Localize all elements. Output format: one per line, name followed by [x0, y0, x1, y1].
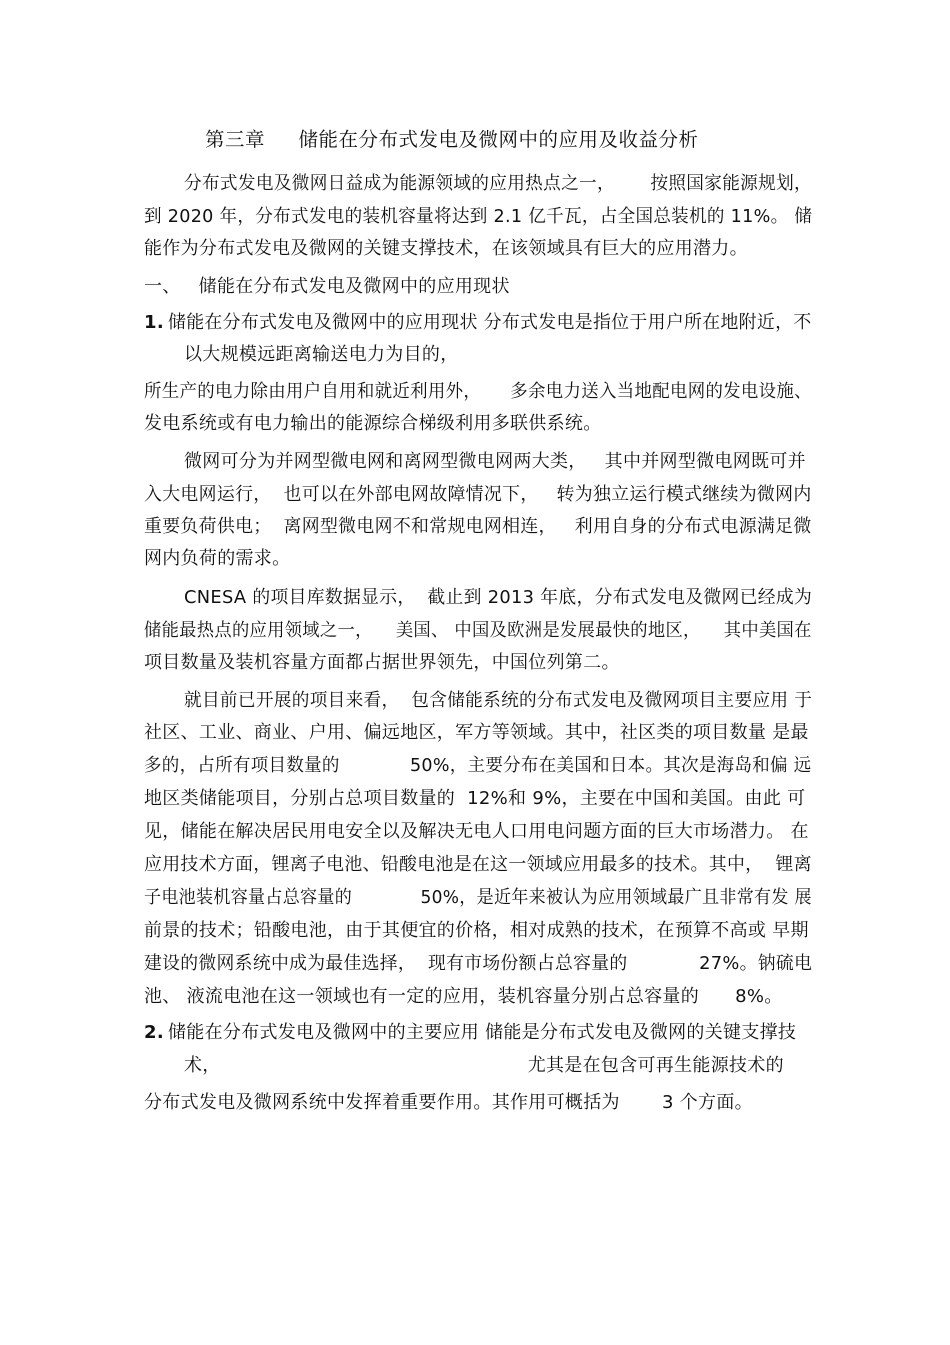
item-2-number: 2. [144, 1022, 164, 1043]
projects-para-line-2: 社区、工业、商业、户用、偏远地区，军方等领域。其中，社区类的项目数量 是最 [144, 722, 809, 743]
intro-line-3: 能作为分布式发电及微网的关键支撑技术，在该领域具有巨大的应用潜力。 [144, 238, 748, 259]
projects-para-line-10: 池、 液流电池在这一领域也有一定的应用，装机容量分别占总容量的 8%。 [144, 986, 783, 1007]
projects-para-line-5: 见，储能在解决居民用电安全以及解决无电人口用电问题方面的巨大市场潜力。 在 [144, 821, 809, 842]
microgrid-para-line-4: 网内负荷的需求。 [144, 548, 291, 569]
item-1-number: 1. [144, 312, 164, 333]
projects-para-line-4: 地区类储能项目，分别占总项目数量的 12%和 9%，主要在中国和美国。由此 可 [144, 788, 806, 809]
projects-para-line-8: 前景的技术；铅酸电池，由于其便宜的价格，相对成熟的技术，在预算不高或 早期 [144, 920, 809, 941]
cnesa-para-line-1: CNESA 的项目库数据显示， 截止到 2013 年底，分布式发电及微网已经成为 [184, 587, 813, 608]
microgrid-para-line-3: 重要负荷供电； 离网型微电网不和常规电网相连， 利用自身的分布式电源满足微 [144, 516, 812, 537]
section-heading-1: 一、 储能在分布式发电及微网中的应用现状 [144, 276, 510, 297]
projects-para-line-9: 建设的微网系统中成为最佳选择， 现有市场份额占总容量的 27%。钠硫电 [144, 953, 813, 974]
item-2-line-2: 术， 尤其是在包含可再生能源技术的 [184, 1055, 784, 1076]
projects-para-line-6: 应用技术方面，锂离子电池、铅酸电池是在这一领域应用最多的技术。其中， 锂离 [144, 854, 812, 875]
item-2-line-3: 分布式发电及微网系统中发挥着重要作用。其作用可概括为 3 个方面。 [144, 1092, 753, 1113]
cnesa-para-line-2: 储能最热点的应用领域之一， 美国、 中国及欧洲是发展最快的地区， 其中美国在 [144, 620, 812, 641]
intro-line-2: 到 2020 年，分布式发电的装机容量将达到 2.1 亿千瓦，占全国总装机的 11%。 储 [144, 206, 813, 227]
microgrid-para-line-1: 微网可分为并网型微电网和离网型微电网两大类， 其中并网型微电网既可并 [184, 451, 806, 472]
microgrid-para-line-2: 入大电网运行， 也可以在外部电网故障情况下， 转为独立运行模式继续为微网内 [144, 484, 812, 505]
item-1-line-4: 发电系统或有电力输出的能源综合梯级利用多联供系统。 [144, 413, 602, 434]
item-2-line-1: 储能在分布式发电及微网中的主要应用 储能是分布式发电及微网的关键支撑技 [168, 1022, 797, 1043]
projects-para-line-1: 就目前已开展的项目来看， 包含储能系统的分布式发电及微网项目主要应用 于 [184, 690, 813, 711]
item-1-line-2: 以大规模远距离输送电力为目的， [184, 344, 459, 365]
projects-para-line-3: 多的，占所有项目数量的 50%，主要分布在美国和日本。其次是海岛和偏 远 [144, 755, 812, 776]
projects-para-line-7: 子电池装机容量占总容量的 50%，是近年来被认为应用领域最广且非常有发 展 [144, 887, 812, 908]
item-1-line-3: 所生产的电力除由用户自用和就近利用外， 多余电力送入当地配电网的发电设施、 [144, 381, 812, 402]
chapter-title: 第三章 储能在分布式发电及微网中的应用及收益分析 [205, 128, 699, 151]
cnesa-para-line-3: 项目数量及装机容量方面都占据世界领先，中国位列第二。 [144, 652, 620, 673]
item-1-line-1: 储能在分布式发电及微网中的应用现状 分布式发电是指位于用户所在地附近，不 [168, 312, 812, 333]
intro-line-1: 分布式发电及微网日益成为能源领域的应用热点之一， 按照国家能源规划， [184, 173, 812, 194]
